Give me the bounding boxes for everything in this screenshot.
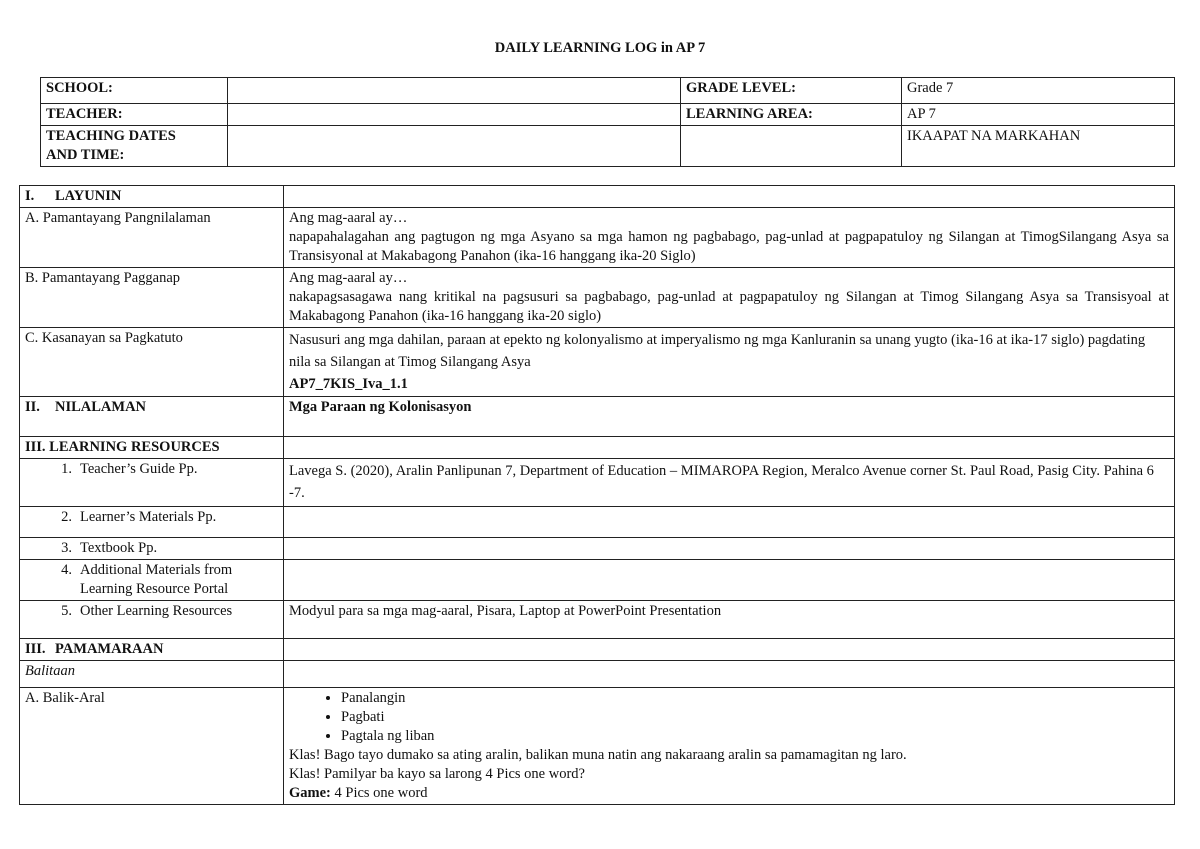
item-wrapper bbox=[50, 561, 278, 599]
instruction-text: Klas! Pamilyar ba kayo sa larong 4 Pics one word? bbox=[289, 766, 585, 782]
item-label: Other Learning Resources bbox=[80, 603, 233, 619]
resource-item-teachers-guide bbox=[20, 459, 284, 507]
resource-item-additional-materials bbox=[20, 560, 284, 601]
instruction-text: Klas! Bago tayo dumako sa ating aralin, balikan muna natin ang nakaraang aralin sa pamamagitan ng laro. bbox=[289, 747, 907, 763]
school-label: SCHOOL: bbox=[41, 78, 228, 104]
quarter-field[interactable]: IKAAPAT NA MARKAHAN bbox=[902, 126, 1175, 167]
section-layunin-heading bbox=[20, 186, 284, 208]
standard-text: napapahalagahan ang pagtugon ng mga Asyano sa mga hamon ng pagbabago, pag-unlad at pagpapatuloy ng Silangan at TimogSilangang Asya sa Transisyonal at Makabagong Panahon (ika-16 hanggang ika-20 Siglo) bbox=[289, 229, 1169, 264]
section-pamamaraan-heading bbox=[20, 639, 284, 661]
blank-cell bbox=[284, 639, 1175, 661]
competency-text: Nasusuri ang mga dahilan, paraan at epekto ng kolonyalismo at imperyalismo ng mga Kanluranin sa unang yugto (ika-16 at ika-17 siglo) pagdating nila sa Silangan at Timog Silangang Asya bbox=[289, 332, 1146, 370]
section-number: III. bbox=[25, 641, 46, 657]
list-item: • Pagtala ng liban bbox=[341, 727, 1169, 746]
game-label: Game: bbox=[289, 785, 331, 801]
standard-text: nakapagsasagawa nang kritikal na pagsusuri sa pagbabago, pag-unlad at pagpapatuloy ng Silangan at Timog Silangang Asya sa Transisyoal at Makabagong Panahon (ika-16 hanggang ika-20 siglo) bbox=[289, 289, 1169, 324]
section-title: NILALAMAN bbox=[55, 399, 147, 415]
blank-cell bbox=[284, 661, 1175, 688]
kasanayan-label: C. Kasanayan sa Pagkatuto bbox=[20, 328, 284, 397]
school-field[interactable] bbox=[228, 78, 681, 104]
resource-value-other-resources: Modyul para sa mga mag-aaral, Pisara, Laptop at PowerPoint Presentation bbox=[284, 601, 1175, 639]
resource-text: Lavega S. (2020), Aralin Panlipunan 7, Department of Education – MIMAROPA Region, Meralco Avenue corner St. Paul Road, Pasig City. Pahina 6 -7. bbox=[289, 463, 1154, 501]
pamantayang-pagganap-label: B. Pamantayang Pagganap bbox=[20, 268, 284, 328]
grade-level-field[interactable]: Grade 7 bbox=[902, 78, 1175, 104]
intro-text: Ang mag-aaral ay… bbox=[289, 210, 408, 226]
header-info-table bbox=[40, 77, 1175, 167]
kasanayan-value bbox=[284, 328, 1175, 397]
item-label: Textbook Pp. bbox=[80, 540, 158, 556]
teacher-label: TEACHER: bbox=[41, 104, 228, 126]
item-label: Teacher’s Guide Pp. bbox=[80, 461, 198, 477]
resource-item-textbook bbox=[20, 538, 284, 560]
blank-cell bbox=[284, 186, 1175, 208]
item-label: Learner’s Materials Pp. bbox=[80, 509, 217, 525]
page-title: DAILY LEARNING LOG in AP 7 bbox=[494, 40, 706, 56]
activity-list bbox=[289, 689, 1169, 746]
learning-area-field[interactable]: AP 7 bbox=[902, 104, 1175, 126]
resource-item-other-resources bbox=[20, 601, 284, 639]
resource-value-teachers-guide bbox=[284, 459, 1175, 507]
section-title: LAYUNIN bbox=[55, 188, 122, 204]
teacher-field[interactable] bbox=[228, 104, 681, 126]
balik-aral-label: A. Balik-Aral bbox=[20, 688, 284, 805]
grade-level-label: GRADE LEVEL: bbox=[681, 78, 902, 104]
item-number: 5. bbox=[61, 603, 72, 619]
resource-value-textbook bbox=[284, 538, 1175, 560]
section-title: PAMAMARAAN bbox=[55, 641, 164, 657]
item-number: 2. bbox=[61, 509, 72, 525]
pamantayang-pangnilalaman-value bbox=[284, 208, 1175, 268]
section-number: I. bbox=[25, 188, 35, 204]
item-number: 3. bbox=[61, 540, 72, 556]
resource-value-learners-materials bbox=[284, 507, 1175, 538]
nilalaman-value: Mga Paraan ng Kolonisasyon bbox=[284, 397, 1175, 437]
intro-text: Ang mag-aaral ay… bbox=[289, 270, 408, 286]
list-item: • Panalangin bbox=[341, 689, 1169, 708]
game-value: 4 Pics one word bbox=[330, 785, 428, 801]
blank-cell bbox=[681, 126, 902, 167]
pamantayang-pangnilalaman-label: A. Pamantayang Pangnilalaman bbox=[20, 208, 284, 268]
teaching-dates-label-line2: AND TIME: bbox=[46, 147, 125, 163]
resource-value-additional-materials bbox=[284, 560, 1175, 601]
section-nilalaman-heading bbox=[20, 397, 284, 437]
section-learning-resources-heading: III. LEARNING RESOURCES bbox=[20, 437, 284, 459]
item-number: 1. bbox=[61, 461, 72, 477]
game-line bbox=[289, 784, 1169, 803]
balik-aral-value bbox=[284, 688, 1175, 805]
teaching-dates-label-line1: TEACHING DATES bbox=[46, 128, 176, 144]
section-number: II. bbox=[25, 399, 40, 415]
learning-log-table bbox=[19, 185, 1175, 805]
resource-item-learners-materials bbox=[20, 507, 284, 538]
blank-cell bbox=[284, 437, 1175, 459]
pamantayang-pagganap-value bbox=[284, 268, 1175, 328]
teaching-dates-label bbox=[41, 126, 228, 167]
competency-code: AP7_7KIS_Iva_1.1 bbox=[289, 376, 408, 392]
learning-area-label: LEARNING AREA: bbox=[681, 104, 902, 126]
teaching-dates-field[interactable] bbox=[228, 126, 681, 167]
balitaan-label: Balitaan bbox=[20, 661, 284, 688]
item-number: 4. bbox=[61, 562, 72, 578]
list-item: • Pagbati bbox=[341, 708, 1169, 727]
item-label: Additional Materials from Learning Resource Portal bbox=[80, 562, 233, 597]
